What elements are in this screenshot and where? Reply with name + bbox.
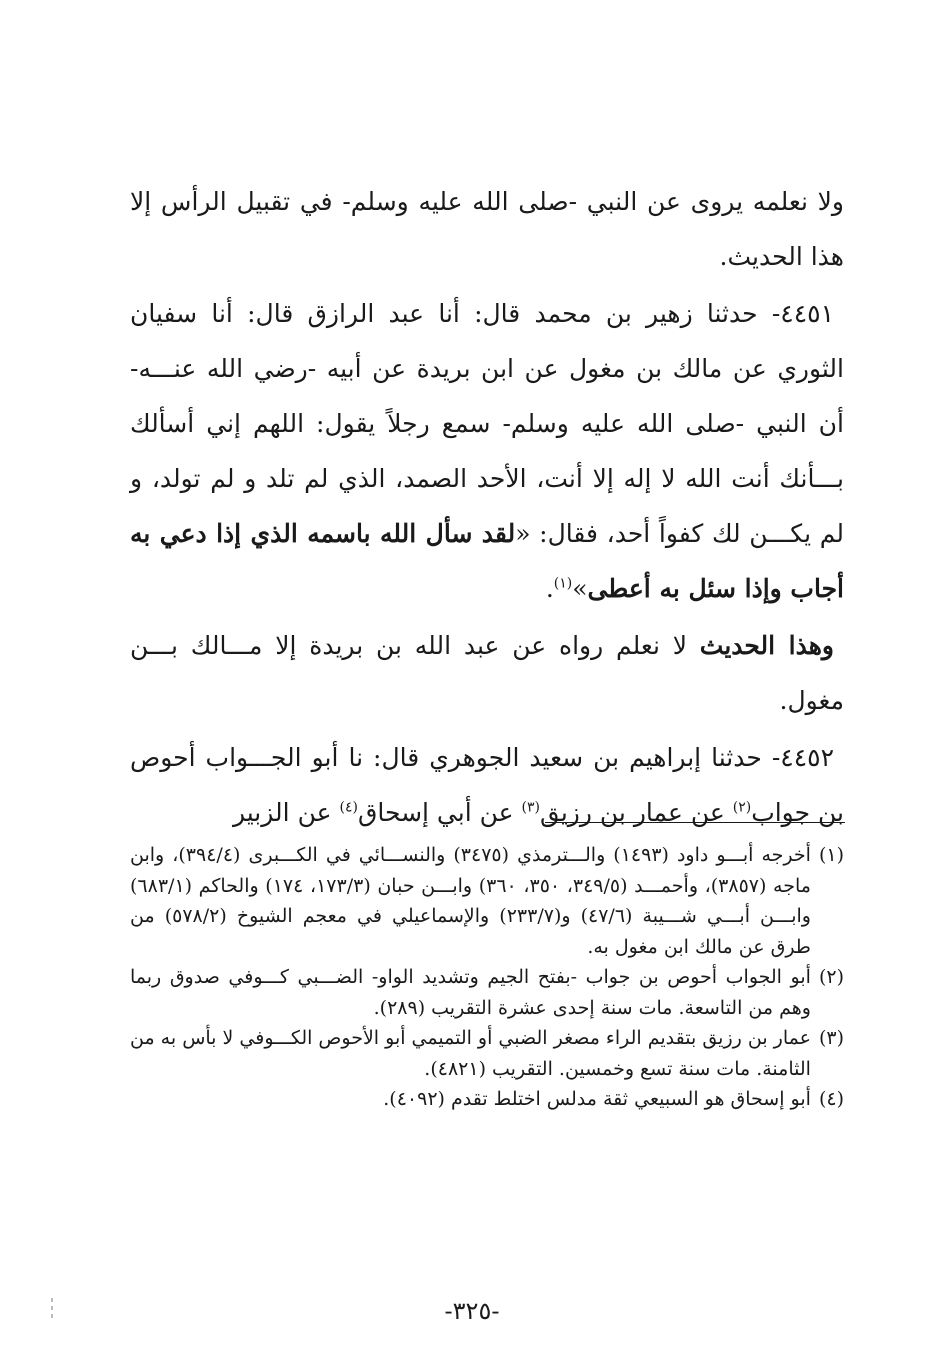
footnote-ref: (٢) [732, 799, 752, 816]
footnote-2 [130, 962, 844, 1023]
main-text [130, 174, 844, 840]
footnote-text: أبو إسحاق هو السبيعي ثقة مدلس اختلط تقدم (٤٠٩٢). [383, 1088, 811, 1110]
hadith-matn-bold: لقد سأل الله باسمه الذي إذا دعي به أجاب وإذا سئل به أعطى [130, 519, 844, 603]
footnote-separator [545, 822, 845, 823]
footnote-text: أخرجه أبـــو داود (١٤٩٣) والـــترمذي (٣٤٧٥) والنســـائي في الكـــبرى (٣٩٤/٤)، وابن ماجه (٣٨٥٧)، وأحمـــد (٣٤٩/٥، ٣٥٠، ٣٦٠) وابـــن حبان (١٧٣/٣، ١٧٤) والحاكم (٦٨٣/١) وابـــن أبـــي شـــيبة (٤٧/٦) و(٢٣٣/٧) والإسماعيلي في معجم الشيوخ (٥٧٨/٢) من طرق عن مالك ابن مغول به. [130, 844, 811, 958]
period: . [545, 574, 554, 603]
footnote-number: (٢) [818, 966, 844, 988]
footnote-ref: (١) [553, 575, 573, 592]
hadith-isnad: - حدثنا زهير بن محمد قال: أنا عبد الرازق قال: أنا سفيان الثوري عن مالك بن مغول عن ابن بريدة عن أبيه -رضي الله عنـــه- أن النبي -صلى الله عليه وسلم- سمع رجلاً يقول: اللهم إني أسألك بـــأنك أنت الله لا إله إلا أنت، الأحد الصمد، الذي لم تلد و لم تولد، و لم يكـــن لك كفواً أحد، فقال: « [130, 299, 844, 548]
hadith-text: عن أبي إسحاق [357, 798, 522, 827]
hadith-text: - حدثنا إبراهيم بن سعيد الجوهري قال: نا أبو الجـــواب أحوص بن جواب [130, 743, 844, 827]
footnote-number: (١) [818, 844, 844, 866]
paragraph-text: ولا نعلمه يروى عن النبي -صلى الله عليه وسلم- في تقبيل الرأس إلا هذا الحديث. [130, 187, 844, 271]
footnotes [130, 840, 844, 1115]
quote-close: » [572, 574, 588, 603]
hadith-text: عن عمار بن رزيق [539, 798, 733, 827]
hadith-number: ٤٤٥٢ [780, 743, 834, 772]
footnote-number: (٤) [818, 1088, 844, 1110]
footnote-3 [130, 1023, 844, 1084]
footnote-number: (٣) [818, 1027, 844, 1049]
scan-edge-mark [51, 1298, 53, 1302]
remark-text: لا نعلم رواه عن عبد الله بن بريدة إلا مـــالك بـــن مغول. [130, 631, 844, 715]
footnote-ref: (٣) [521, 799, 540, 816]
page-number: -٣٢٥- [444, 1297, 500, 1325]
hadith-number: ٤٤٥١ [780, 299, 834, 328]
scan-edge-mark [51, 1306, 53, 1310]
footnote-text: أبو الجواب أحوص بن جواب -بفتح الجيم وتشديد الواو- الضـــبي كـــوفي صدوق ربما وهم من التاسعة. مات سنة إحدى عشرة التقريب (٢٨٩). [130, 966, 811, 1019]
footnote-ref: (٤) [339, 799, 358, 816]
paragraph-closing-remark [130, 174, 844, 284]
footnote-text: عمار بن رزيق بتقديم الراء مصغر الضبي أو التميمي أبو الأحوص الكـــوفي لا بأس به من الثامنة. مات سنة تسع وخمسين. التقريب (٤٨٢١). [130, 1027, 811, 1080]
hadith-text: عن الزبير [232, 798, 340, 827]
scan-edge-mark [51, 1314, 53, 1318]
remark-bold: وهذا الحديث [699, 631, 834, 660]
paragraph-hadith-remark [130, 618, 844, 728]
hadith-4452 [130, 730, 844, 840]
footnote-4 [130, 1084, 844, 1115]
hadith-4451 [130, 286, 844, 616]
footnote-1 [130, 840, 844, 962]
